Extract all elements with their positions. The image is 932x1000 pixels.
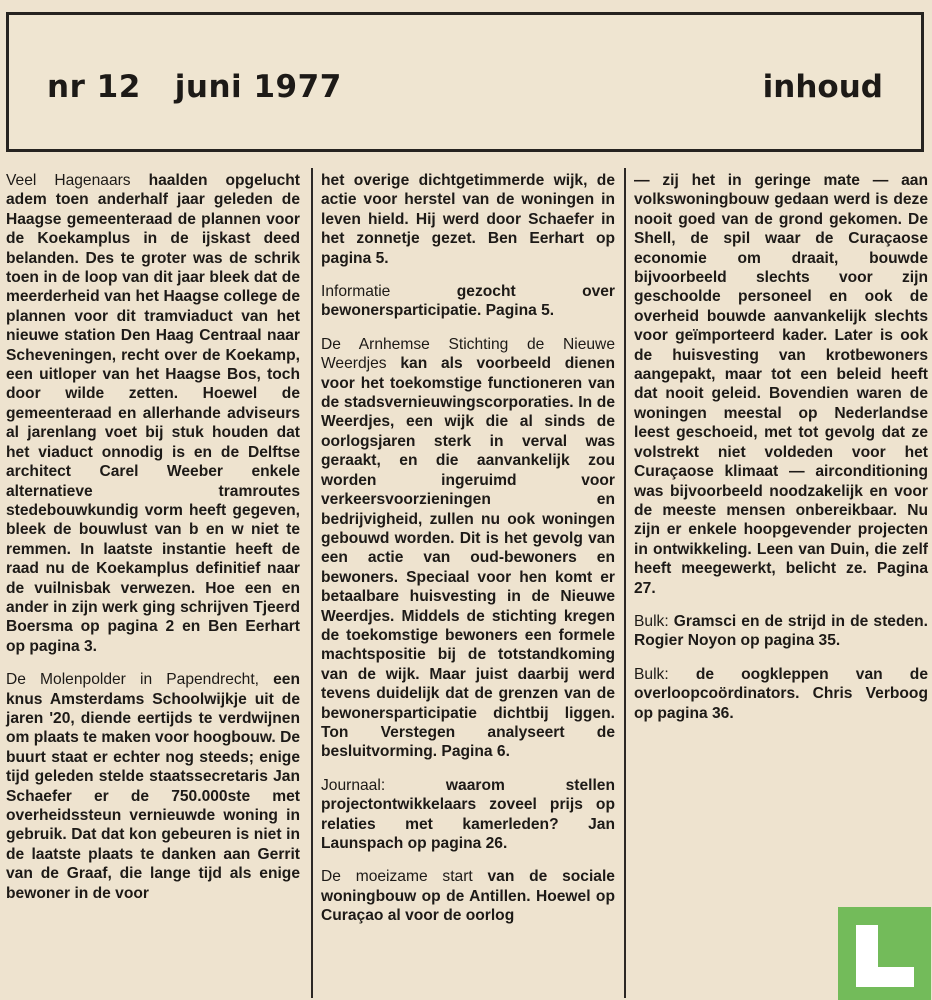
column-rule bbox=[311, 168, 313, 998]
column-rule bbox=[624, 168, 626, 998]
issue-line bbox=[47, 69, 342, 105]
column-2 bbox=[321, 171, 615, 940]
article-body: waarom stellen projectontwikkelaars zoveel prijs op relaties met kamerleden? Jan Launspach op pagina 26. bbox=[321, 776, 615, 852]
article-lead: De Molenpolder in Papendrecht, bbox=[6, 671, 274, 689]
article-summary bbox=[321, 776, 615, 854]
article-lead: De moeizame start bbox=[321, 868, 488, 886]
article-body: van de sociale woningbouw op de Antillen. Hoewel op Curaçao al voor de oorlog bbox=[321, 868, 615, 925]
article-lead: Informatie bbox=[321, 283, 457, 301]
article-lead: Bulk: bbox=[634, 665, 696, 683]
letter-l-icon bbox=[856, 925, 914, 987]
article-summary bbox=[634, 171, 928, 598]
article-summary bbox=[321, 335, 615, 762]
article-summary bbox=[6, 670, 300, 903]
issue-date: juni 1977 bbox=[174, 69, 342, 105]
article-lead: Bulk: bbox=[634, 612, 674, 630]
article-lead: Journaal: bbox=[321, 776, 446, 794]
masthead-box bbox=[6, 12, 924, 152]
article-body: Gramsci en de strijd in de steden. Rogier Noyon op pagina 35. bbox=[634, 612, 929, 650]
section-title: inhoud bbox=[762, 69, 883, 105]
article-lead: De Arnhemse Stichting de Nieuwe Weerdjes bbox=[321, 335, 615, 373]
article-body: haalden opgelucht adem toen anderhalf jaar geleden de Haagse gemeenteraad de plannen voor de Koekamplus in de ijskast deed belanden. Des te groter was de schrik toen in de loop van dit jaar bleek dat de meerderheid van het Haagse college de plannen voor dit tramviaduct van het nieuwe station Den Haag Centraal naar Scheveningen, recht over de Koekamp, een uitloper van het Haagse Bos, toch door wilde zetten. Hoewel de gemeenteraad en allerhande adviseurs al jarenlang voet bij stuk houden dat het viaduct onnodig is en de Delftse architect Carel Weeber enkele alternatieve tramroutes stedebouwkundig vorm heeft gegeven, bleek de bouwlust van b en w niet te remmen. In laatste instantie heeft de raad nu de Koekamplus definitief naar de vuilnisbak verwezen. Hoe een en ander in zijn werk ging schrijven Tjeerd Boersma op pagina 2 en Ben Eerhart op pagina 3. bbox=[6, 172, 300, 655]
article-body: de oogkleppen van de overloopcoördinators. Chris Verboog op pagina 36. bbox=[634, 665, 929, 722]
article-body: gezocht over bewonersparticipatie. Pagina 5. bbox=[321, 283, 616, 320]
article-summary bbox=[321, 867, 615, 925]
article-summary bbox=[321, 171, 615, 268]
article-summary bbox=[6, 171, 300, 656]
article-body: — zij het in geringe mate — aan volkswoningbouw gedaan werd is deze nooit goed van de grond gekomen. De Shell, de spil waar de Curaçaose economie om draait, bouwde bijvoorbeeld slechts voor zijn geschoolde personeel en ook de overheid bouwde aanvankelijk slechts voor geïmporteerd kader. Later is ook de huisvesting van krotbewoners aangepakt, maar tot een beleid heeft dat nooit geleid. Bovendien waren de woningen meestal op Nederlandse leest geschoeid, met tot gevolg dat ze volstrekt niet voldeden voor het Curaçaose klimaat — airconditioning was bijvoorbeeld noodzakelijk en voor de meeste mensen onbereikbaar. Nu zijn er enkele hoopgevender projecten in ontwikkeling. Leen van Duin, die zelf heeft meegewerkt, belicht ze. Pagina 27. bbox=[634, 172, 928, 597]
article-body: kan als voorbeeld dienen voor het toekomstige functioneren van de stadsvernieuwingscorporaties. In de Weerdjes, een wijk die al sinds de oorlogsjaren sterk in verval was geraakt, en die aanvankelijk zou worden ingeruimd voor verkeersvoorzieningen en bedrijvigheid, zullen nu ook woningen gebouwd worden. Dit is het gevolg van een actie van oud-bewoners en bewoners. Speciaal voor hen komt er betaalbare huisvesting in de Nieuwe Weerdjes. Middels de stichting kregen de toekomstige bewoners een formele machtspositie bij de totstandkoming van de wijk. Maar juist daarbij werd tevens duidelijk dat de grenzen van de bewonersparticipatie dichtbij liggen. Ton Verstegen analyseert de besluitvorming. Pagina 6. bbox=[321, 355, 615, 761]
article-summary bbox=[321, 282, 615, 321]
article-body: het overige dichtgetimmerde wijk, de actie voor herstel van de woningen in leven hield. Hij werd door Schaefer in het zonnetje gezet. Ben Eerhart op pagina 5. bbox=[321, 172, 615, 267]
article-summary bbox=[634, 665, 928, 723]
column-1 bbox=[6, 171, 300, 917]
article-summary bbox=[634, 612, 928, 651]
publisher-logo bbox=[838, 907, 931, 1000]
article-body: een knus Amsterdams Schoolwijkje uit de jaren '20, diende eertijds te verdwijnen om plaats te maken voor hoogbouw. De buurt staat er echter nog steeds; enige tijd geleden stelde staatssecretaris Jan Schaefer er de 750.000ste met overheidssteun vernieuwde woning in gebruik. Dat dat kon gebeuren is niet in de laatste plaats te danken aan Gerrit van de Graaf, die lange tijd als enige bewoner in de voor bbox=[6, 671, 301, 902]
article-lead: Veel Hagenaars bbox=[6, 172, 149, 189]
column-3 bbox=[634, 171, 928, 737]
issue-number: nr 12 bbox=[47, 69, 141, 105]
